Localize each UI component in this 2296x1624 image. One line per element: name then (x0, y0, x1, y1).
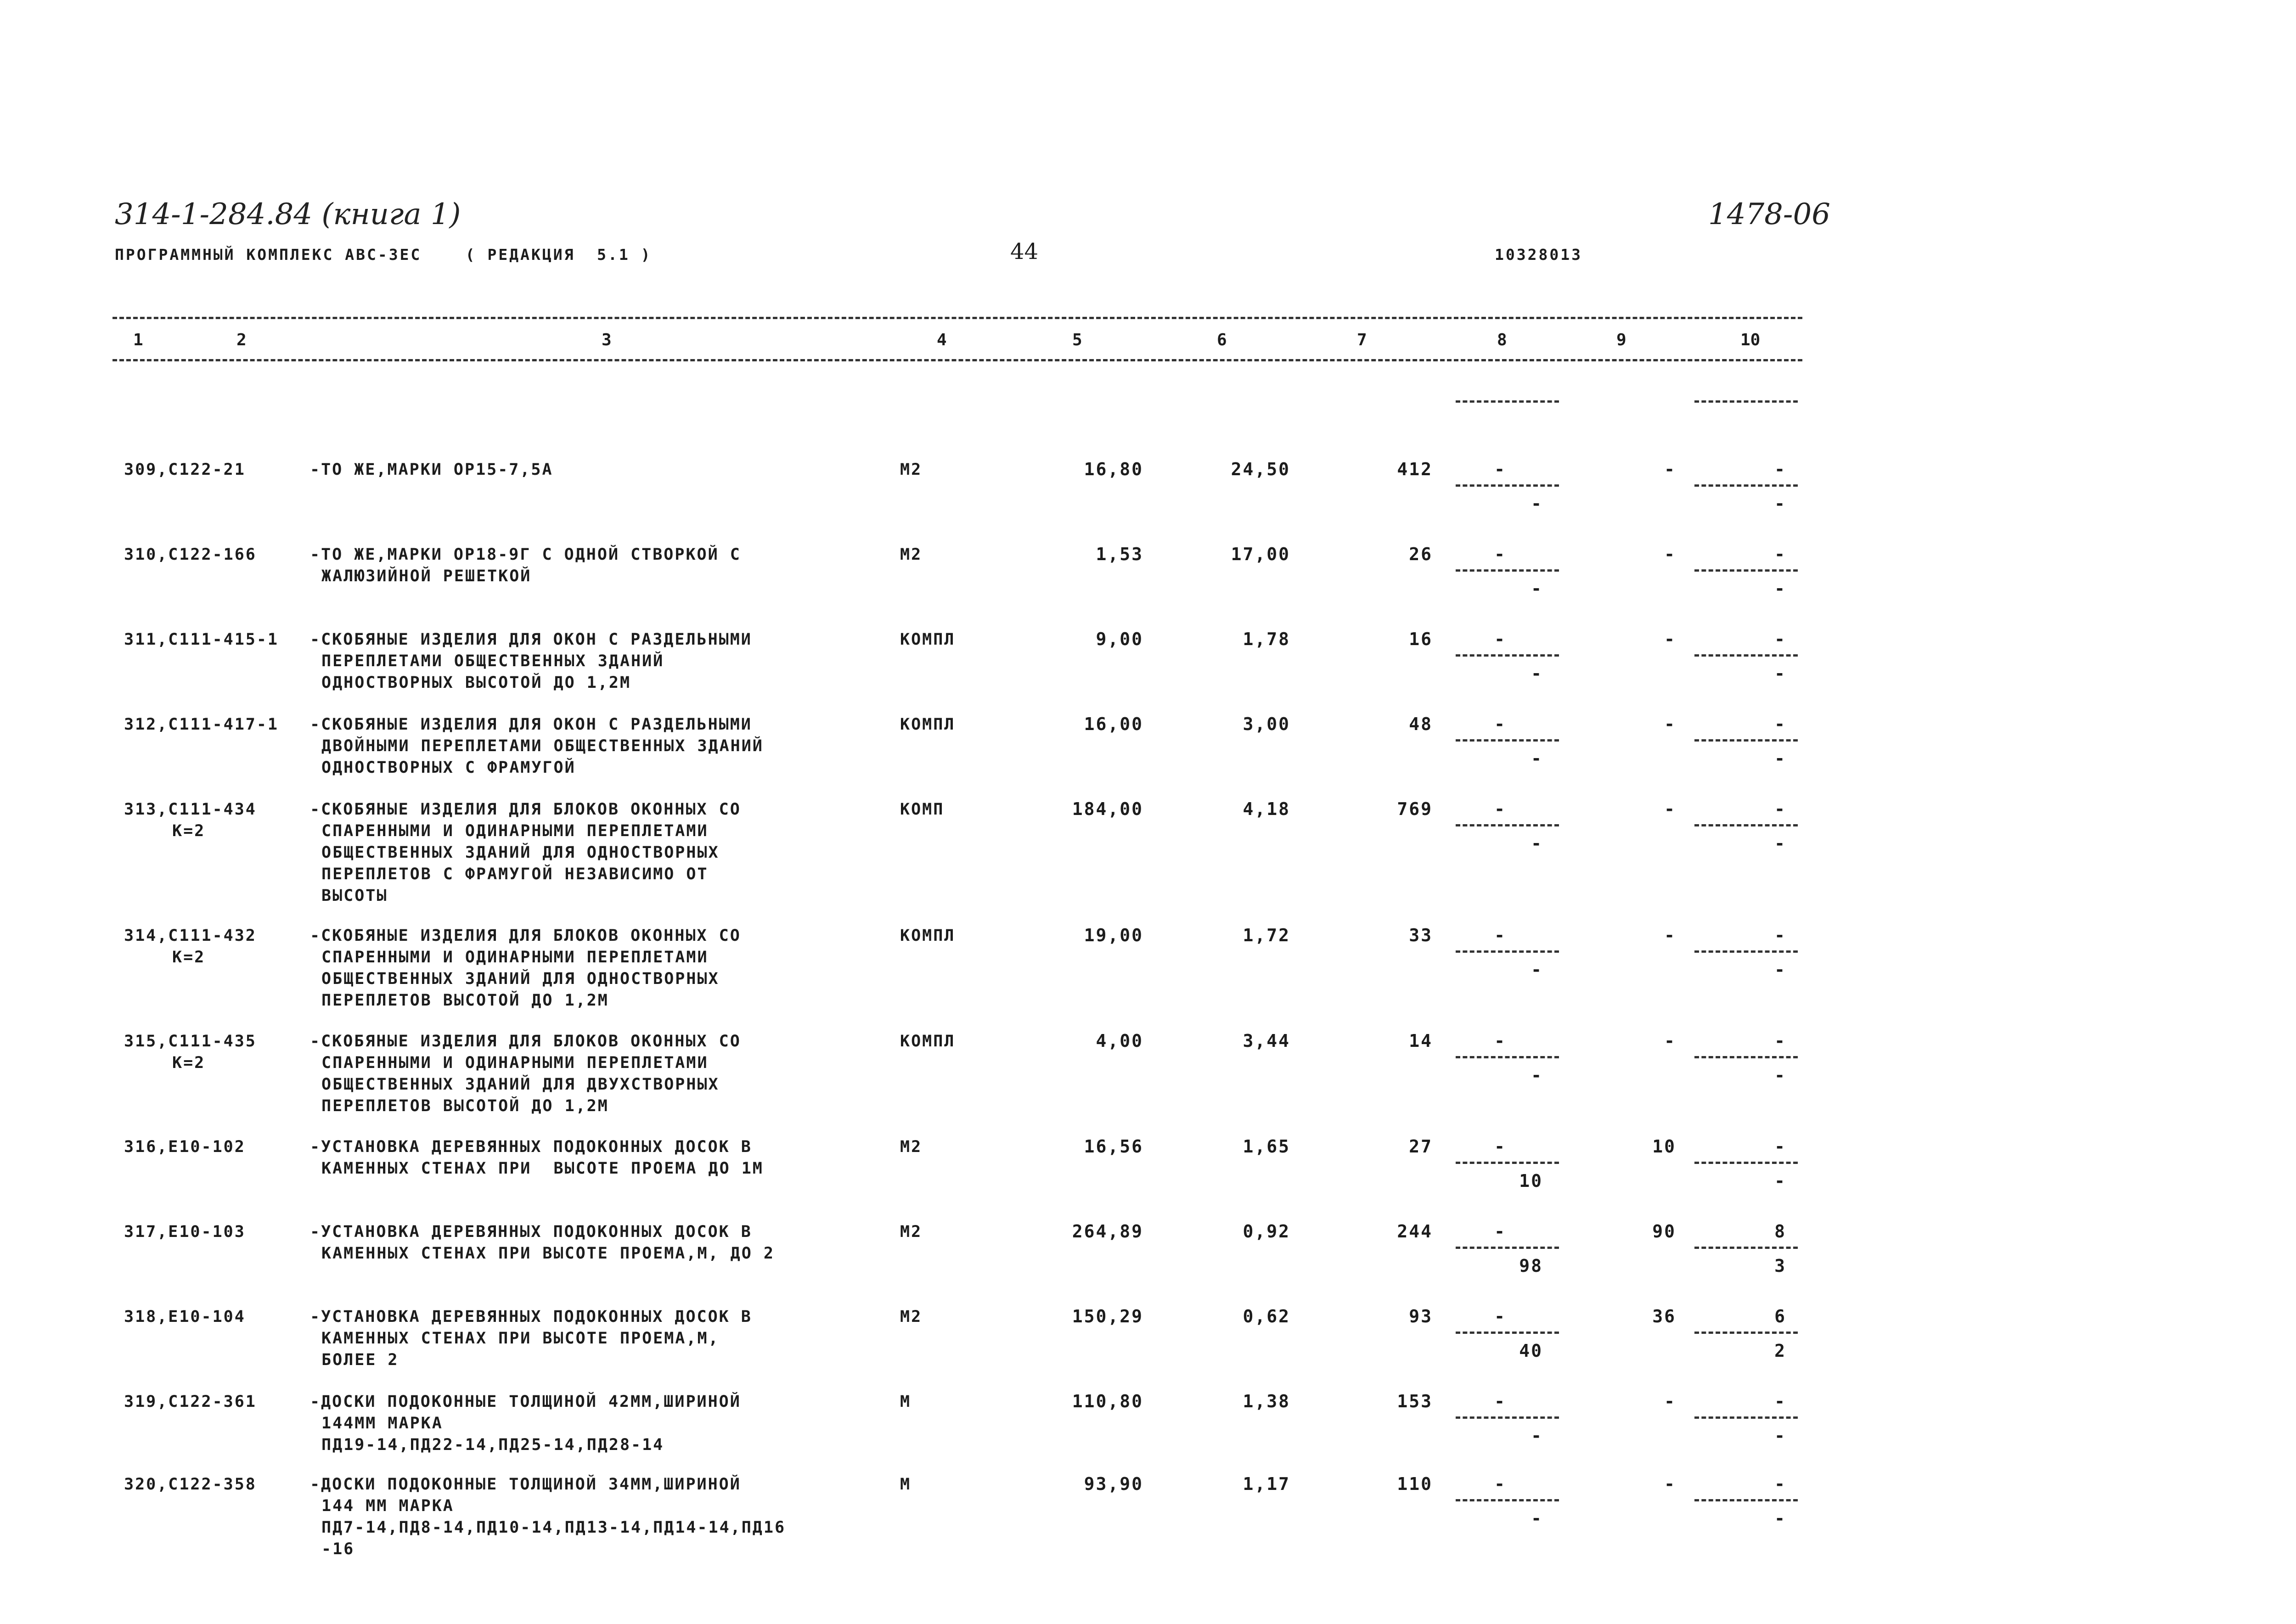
row-sub-col8: - (1531, 960, 1543, 980)
row-col10: - (1774, 1474, 1786, 1494)
row-quantity: 1,53 (1096, 544, 1143, 564)
row-sub-col10: - (1774, 1426, 1786, 1446)
column-header-7: 7 (1357, 331, 1367, 349)
row-quantity: 4,00 (1096, 1031, 1143, 1051)
row-underline-col8 (1456, 1162, 1559, 1164)
row-col10: - (1774, 714, 1786, 734)
column-header-6: 6 (1217, 331, 1227, 349)
row-code: 313,С111-434 (124, 800, 257, 819)
row-unit: М (900, 1475, 912, 1494)
row-col9: 10 (1652, 1136, 1676, 1157)
row-col8: - (1494, 799, 1506, 819)
row-description-line: СПАРЕННЫМИ И ОДИНАРНЫМИ ПЕРЕПЛЕТАМИ (321, 1054, 709, 1072)
row-code: 310,С122-166 (124, 545, 257, 564)
row-description-line: КАМЕННЫХ СТЕНАХ ПРИ ВЫСОТЕ ПРОЕМА ДО 1М (321, 1159, 764, 1178)
row-description-line: -СКОБЯНЫЕ ИЗДЕЛИЯ ДЛЯ БЛОКОВ ОКОННЫХ СО (310, 1032, 741, 1051)
row-underline-col10 (1694, 1332, 1798, 1334)
row-code: 314,С111-432 (124, 927, 257, 945)
row-coefficient: К=2 (172, 1054, 206, 1072)
row-code: 317,Е10-103 (124, 1223, 246, 1241)
row-col10: - (1774, 1136, 1786, 1157)
row-col8: - (1494, 1306, 1506, 1326)
row-description-line: ОБЩЕСТВЕННЫХ ЗДАНИЙ ДЛЯ ДВУХСТВОРНЫХ (321, 1075, 720, 1094)
row-underline-col8 (1456, 569, 1559, 572)
row-col10: 8 (1774, 1221, 1786, 1242)
column-header-8: 8 (1497, 331, 1507, 349)
row-description-line: -ДОСКИ ПОДОКОННЫЕ ТОЛЩИНОЙ 42ММ,ШИРИНОЙ (310, 1393, 741, 1411)
row-sub-col8: - (1531, 748, 1543, 769)
row-quantity: 150,29 (1072, 1306, 1143, 1326)
row-underline-col8 (1456, 1056, 1559, 1058)
row-description-line: ПД19-14,ПД22-14,ПД25-14,ПД28-14 (321, 1436, 664, 1454)
row-col9: - (1664, 925, 1676, 945)
row-underline-col10 (1694, 1247, 1798, 1249)
row-underline-col8 (1456, 484, 1559, 487)
top-dash-col10 (1694, 400, 1798, 403)
row-description-line: ПЕРЕПЛЕТОВ С ФРАМУГОЙ НЕЗАВИСИМО ОТ (321, 865, 709, 883)
row-underline-col10 (1694, 739, 1798, 742)
row-col8: - (1494, 1391, 1506, 1411)
row-col10: - (1774, 544, 1786, 564)
row-description-line: ПЕРЕПЛЕТАМИ ОБЩЕСТВЕННЫХ ЗДАНИЙ (321, 652, 664, 670)
row-unit: КОМПЛ (900, 1032, 956, 1051)
row-description-line: ОБЩЕСТВЕННЫХ ЗДАНИЙ ДЛЯ ОДНОСТВОРНЫХ (321, 843, 720, 862)
row-description-line: -16 (321, 1540, 355, 1558)
row-description-line: -ДОСКИ ПОДОКОННЫЕ ТОЛЩИНОЙ 34ММ,ШИРИНОЙ (310, 1475, 741, 1494)
program-title: ПРОГРАММНЫЙ КОМПЛЕКС АВС-ЗЕС ( РЕДАКЦИЯ 5.1 ) (115, 246, 652, 264)
row-unit-price: 3,00 (1243, 714, 1290, 734)
row-description-line: -ТО ЖЕ,МАРКИ ОР18-9Г С ОДНОЙ СТВОРКОЙ С (310, 545, 741, 564)
row-underline-col10 (1694, 1416, 1798, 1419)
row-total: 16 (1409, 629, 1433, 649)
row-quantity: 16,80 (1084, 459, 1143, 479)
row-underline-col8 (1456, 824, 1559, 826)
row-col8: - (1494, 629, 1506, 649)
row-sub-col8: 40 (1519, 1341, 1543, 1361)
row-description-line: -ТО ЖЕ,МАРКИ ОР15-7,5А (310, 461, 553, 479)
row-description-line: 144 ММ МАРКА (321, 1497, 454, 1515)
row-code: 319,С122-361 (124, 1393, 257, 1411)
row-unit: М2 (900, 545, 923, 564)
row-col9: - (1664, 459, 1676, 479)
row-col8: - (1494, 1474, 1506, 1494)
row-description-line: ВЫСОТЫ (321, 887, 388, 905)
row-sub-col8: 10 (1519, 1171, 1543, 1191)
row-unit: М2 (900, 1308, 923, 1326)
row-unit-price: 17,00 (1231, 544, 1290, 564)
row-underline-col10 (1694, 1499, 1798, 1501)
row-col8: - (1494, 544, 1506, 564)
row-col8: - (1494, 459, 1506, 479)
row-sub-col10: 2 (1774, 1341, 1786, 1361)
row-description-line: -СКОБЯНЫЕ ИЗДЕЛИЯ ДЛЯ ОКОН С РАЗДЕЛЬНЫМИ (310, 715, 752, 734)
row-description-line: -УСТАНОВКА ДЕРЕВЯННЫХ ПОДОКОННЫХ ДОСОК В (310, 1223, 752, 1241)
row-sub-col8: - (1531, 579, 1543, 599)
row-unit-price: 1,72 (1243, 925, 1290, 945)
row-underline-col10 (1694, 1056, 1798, 1058)
row-col9: - (1664, 629, 1676, 649)
row-col9: 36 (1652, 1306, 1676, 1326)
column-header-10: 10 (1740, 331, 1761, 349)
row-col10: - (1774, 459, 1786, 479)
row-col8: - (1494, 1136, 1506, 1157)
header-rule-bottom (113, 359, 1802, 361)
row-col10: - (1774, 925, 1786, 945)
row-total: 93 (1409, 1306, 1433, 1326)
row-description-line: ПЕРЕПЛЕТОВ ВЫСОТОЙ ДО 1,2М (321, 1097, 609, 1115)
row-quantity: 110,80 (1072, 1391, 1143, 1411)
row-underline-col10 (1694, 569, 1798, 572)
top-dash-col8 (1456, 400, 1559, 403)
row-description-line: БОЛЕЕ 2 (321, 1351, 399, 1369)
row-code: 320,С122-358 (124, 1475, 257, 1494)
row-sub-col8: - (1531, 1065, 1543, 1085)
row-coefficient: К=2 (172, 948, 206, 967)
row-underline-col8 (1456, 1499, 1559, 1501)
row-sub-col8: - (1531, 663, 1543, 684)
row-unit: М2 (900, 461, 923, 479)
row-total: 110 (1397, 1474, 1433, 1494)
row-col8: - (1494, 1031, 1506, 1051)
row-coefficient: К=2 (172, 822, 206, 840)
row-col9: - (1664, 1031, 1676, 1051)
row-sub-col10: - (1774, 663, 1786, 684)
row-sub-col10: - (1774, 579, 1786, 599)
row-code: 311,С111-415-1 (124, 630, 279, 649)
row-sub-col10: - (1774, 1508, 1786, 1528)
row-underline-col8 (1456, 950, 1559, 953)
row-col8: - (1494, 925, 1506, 945)
row-description-line: -УСТАНОВКА ДЕРЕВЯННЫХ ПОДОКОННЫХ ДОСОК В (310, 1308, 752, 1326)
row-unit: М2 (900, 1223, 923, 1241)
row-description-line: СПАРЕННЫМИ И ОДИНАРНЫМИ ПЕРЕПЛЕТАМИ (321, 822, 709, 840)
row-total: 769 (1397, 799, 1433, 819)
row-unit-price: 1,65 (1243, 1136, 1290, 1157)
row-sub-col8: - (1531, 494, 1543, 514)
row-quantity: 16,00 (1084, 714, 1143, 734)
row-description-line: 144ММ МАРКА (321, 1414, 443, 1433)
row-total: 14 (1409, 1031, 1433, 1051)
row-quantity: 19,00 (1084, 925, 1143, 945)
row-total: 244 (1397, 1221, 1433, 1242)
row-sub-col10: - (1774, 748, 1786, 769)
row-description-line: ОДНОСТВОРНЫХ ВЫСОТОЙ ДО 1,2М (321, 674, 631, 692)
row-col10: - (1774, 799, 1786, 819)
row-unit: М (900, 1393, 912, 1411)
row-col9: - (1664, 799, 1676, 819)
row-description-line: СПАРЕННЫМИ И ОДИНАРНЫМИ ПЕРЕПЛЕТАМИ (321, 948, 709, 967)
row-description-line: ЖАЛЮЗИЙНОЙ РЕШЕТКОЙ (321, 567, 532, 585)
row-code: 309,С122-21 (124, 461, 246, 479)
row-quantity: 9,00 (1096, 629, 1143, 649)
row-description-line: ОБЩЕСТВЕННЫХ ЗДАНИЙ ДЛЯ ОДНОСТВОРНЫХ (321, 970, 720, 988)
row-description-line: ОДНОСТВОРНЫХ С ФРАМУГОЙ (321, 759, 576, 777)
row-underline-col8 (1456, 1416, 1559, 1419)
column-header-1: 1 (133, 331, 143, 349)
row-unit-price: 3,44 (1243, 1031, 1290, 1051)
row-sub-col10: - (1774, 833, 1786, 854)
row-unit: КОМПЛ (900, 630, 956, 649)
row-col10: - (1774, 629, 1786, 649)
row-sub-col10: 3 (1774, 1256, 1786, 1276)
column-header-9: 9 (1616, 331, 1626, 349)
row-unit-price: 1,38 (1243, 1391, 1290, 1411)
row-quantity: 264,89 (1072, 1221, 1143, 1242)
row-description-line: КАМЕННЫХ СТЕНАХ ПРИ ВЫСОТЕ ПРОЕМА,М, (321, 1329, 720, 1348)
row-description-line: ДВОЙНЫМИ ПЕРЕПЛЕТАМИ ОБЩЕСТВЕННЫХ ЗДАНИЙ (321, 737, 764, 755)
row-code: 312,С111-417-1 (124, 715, 279, 734)
row-sub-col8: - (1531, 833, 1543, 854)
row-col10: - (1774, 1031, 1786, 1051)
row-col9: - (1664, 544, 1676, 564)
row-col9: 90 (1652, 1221, 1676, 1242)
row-unit: М2 (900, 1138, 923, 1156)
row-total: 26 (1409, 544, 1433, 564)
row-col9: - (1664, 714, 1676, 734)
row-underline-col10 (1694, 654, 1798, 657)
row-sub-col8: 98 (1519, 1256, 1543, 1276)
row-col8: - (1494, 714, 1506, 734)
header-rule-top (113, 317, 1802, 319)
row-col9: - (1664, 1474, 1676, 1494)
row-underline-col8 (1456, 654, 1559, 657)
row-sub-col10: - (1774, 1065, 1786, 1085)
row-sub-col10: - (1774, 1171, 1786, 1191)
row-unit-price: 24,50 (1231, 459, 1290, 479)
row-col8: - (1494, 1221, 1506, 1242)
row-unit-price: 1,78 (1243, 629, 1290, 649)
row-col10: 6 (1774, 1306, 1786, 1326)
row-sub-col8: - (1531, 1508, 1543, 1528)
row-total: 33 (1409, 925, 1433, 945)
row-sub-col10: - (1774, 494, 1786, 514)
document-code: 10328013 (1495, 246, 1582, 264)
handwritten-sheet-number: 1478-06 (1708, 197, 1830, 231)
row-underline-col10 (1694, 824, 1798, 826)
row-unit-price: 4,18 (1243, 799, 1290, 819)
row-quantity: 93,90 (1084, 1474, 1143, 1494)
row-code: 315,С111-435 (124, 1032, 257, 1051)
row-description-line: -СКОБЯНЫЕ ИЗДЕЛИЯ ДЛЯ БЛОКОВ ОКОННЫХ СО (310, 800, 741, 819)
row-unit-price: 0,92 (1243, 1221, 1290, 1242)
row-unit: КОМПЛ (900, 715, 956, 734)
row-underline-col10 (1694, 1162, 1798, 1164)
row-total: 412 (1397, 459, 1433, 479)
row-code: 316,Е10-102 (124, 1138, 246, 1156)
row-total: 27 (1409, 1136, 1433, 1157)
row-unit: КОМПЛ (900, 927, 956, 945)
row-underline-col10 (1694, 950, 1798, 953)
row-description-line: ПД7-14,ПД8-14,ПД10-14,ПД13-14,ПД14-14,ПД16 (321, 1518, 786, 1537)
row-underline-col10 (1694, 484, 1798, 487)
row-total: 153 (1397, 1391, 1433, 1411)
column-header-4: 4 (937, 331, 947, 349)
column-header-5: 5 (1072, 331, 1082, 349)
row-quantity: 184,00 (1072, 799, 1143, 819)
row-sub-col8: - (1531, 1426, 1543, 1446)
row-underline-col8 (1456, 1332, 1559, 1334)
row-col10: - (1774, 1391, 1786, 1411)
page-number: 44 (1010, 239, 1039, 264)
row-description-line: -СКОБЯНЫЕ ИЗДЕЛИЯ ДЛЯ БЛОКОВ ОКОННЫХ СО (310, 927, 741, 945)
row-unit: КОМП (900, 800, 945, 819)
row-total: 48 (1409, 714, 1433, 734)
row-underline-col8 (1456, 1247, 1559, 1249)
handwritten-doc-reference: 314-1-284.84 (книга 1) (115, 197, 461, 231)
row-description-line: -СКОБЯНЫЕ ИЗДЕЛИЯ ДЛЯ ОКОН С РАЗДЕЛЬНЫМИ (310, 630, 752, 649)
column-header-2: 2 (236, 331, 247, 349)
row-unit-price: 1,17 (1243, 1474, 1290, 1494)
row-quantity: 16,56 (1084, 1136, 1143, 1157)
row-description-line: КАМЕННЫХ СТЕНАХ ПРИ ВЫСОТЕ ПРОЕМА,М, ДО 2 (321, 1244, 775, 1263)
column-header-3: 3 (602, 331, 612, 349)
row-col9: - (1664, 1391, 1676, 1411)
row-sub-col10: - (1774, 960, 1786, 980)
row-underline-col8 (1456, 739, 1559, 742)
row-description-line: -УСТАНОВКА ДЕРЕВЯННЫХ ПОДОКОННЫХ ДОСОК В (310, 1138, 752, 1156)
row-description-line: ПЕРЕПЛЕТОВ ВЫСОТОЙ ДО 1,2М (321, 991, 609, 1010)
row-unit-price: 0,62 (1243, 1306, 1290, 1326)
row-code: 318,Е10-104 (124, 1308, 246, 1326)
